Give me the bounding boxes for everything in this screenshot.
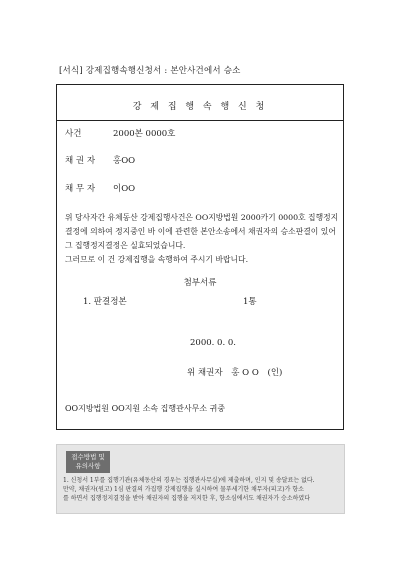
form-title: 강 제 집 행 속 행 신 청 [132, 102, 268, 112]
signer-seal: (인) [267, 368, 283, 378]
attachment-name: 1. 판결정본 [83, 297, 127, 307]
attachment-count: 1통 [243, 297, 257, 307]
notes-line: 1. 신청서 1부를 집행기관(유체동산의 경우는 집행관사무실)에 제출하며, 인지 및 송달료는 없다. [63, 477, 315, 484]
notes-text [63, 476, 339, 503]
body-line: 그러므로 이 건 강제집행을 속행하여 주시기 바랍니다. [65, 255, 249, 264]
debtor-value: 이OO [113, 184, 136, 194]
application-form [56, 84, 344, 430]
notes-tag-line: 유의사항 [75, 462, 101, 470]
body-line: 위 당사자간 유체동산 강제집행사건은 OO지방법원 2000카기 0000호 집행정지 [65, 213, 339, 222]
body-line: 결정에 의하여 정지중인 바 이에 관련한 본안소송에서 채권자의 승소판결이 있어 [65, 227, 336, 236]
page-header-caption: [서식] 강제집행속행신청서 : 본안사건에서 승소 [59, 66, 241, 76]
notes-tag [66, 451, 110, 473]
creditor-label: 채 권 자 [65, 156, 96, 166]
body-line: 그 집행정지결정은 실효되었습니다. [65, 241, 186, 250]
addressee: OO지방법원 OO지원 소속 집행관사무소 귀중 [65, 404, 226, 413]
notes-line: 만약, 채권자(원고) 1심 판결의 가집행 강제집행을 실시하여 물푸세기한 채무자(피고)가 항소 [63, 486, 304, 493]
notes-panel [56, 444, 345, 514]
notes-line: 를 하면서 집행정지결정을 받아 채권자의 집행을 저지한 후, 항소심에서도 채권자가 승소하였다 [63, 495, 311, 502]
case-value: 2000본 0000호 [113, 129, 176, 139]
signature-line [187, 366, 288, 378]
case-label: 사건 [65, 129, 82, 139]
title-divider [57, 120, 343, 121]
creditor-value: 홍OO [113, 156, 136, 166]
filing-date: 2000. 0. 0. [190, 338, 236, 348]
debtor-label: 채 무 자 [65, 184, 96, 194]
signer-name: 홍 O O [231, 368, 259, 378]
signer-role: 위 채권자 [187, 368, 223, 378]
notes-tag-line: 접수방법 및 [71, 453, 105, 461]
attachments-title: 첨부서류 [183, 278, 217, 288]
request-body [65, 211, 337, 267]
